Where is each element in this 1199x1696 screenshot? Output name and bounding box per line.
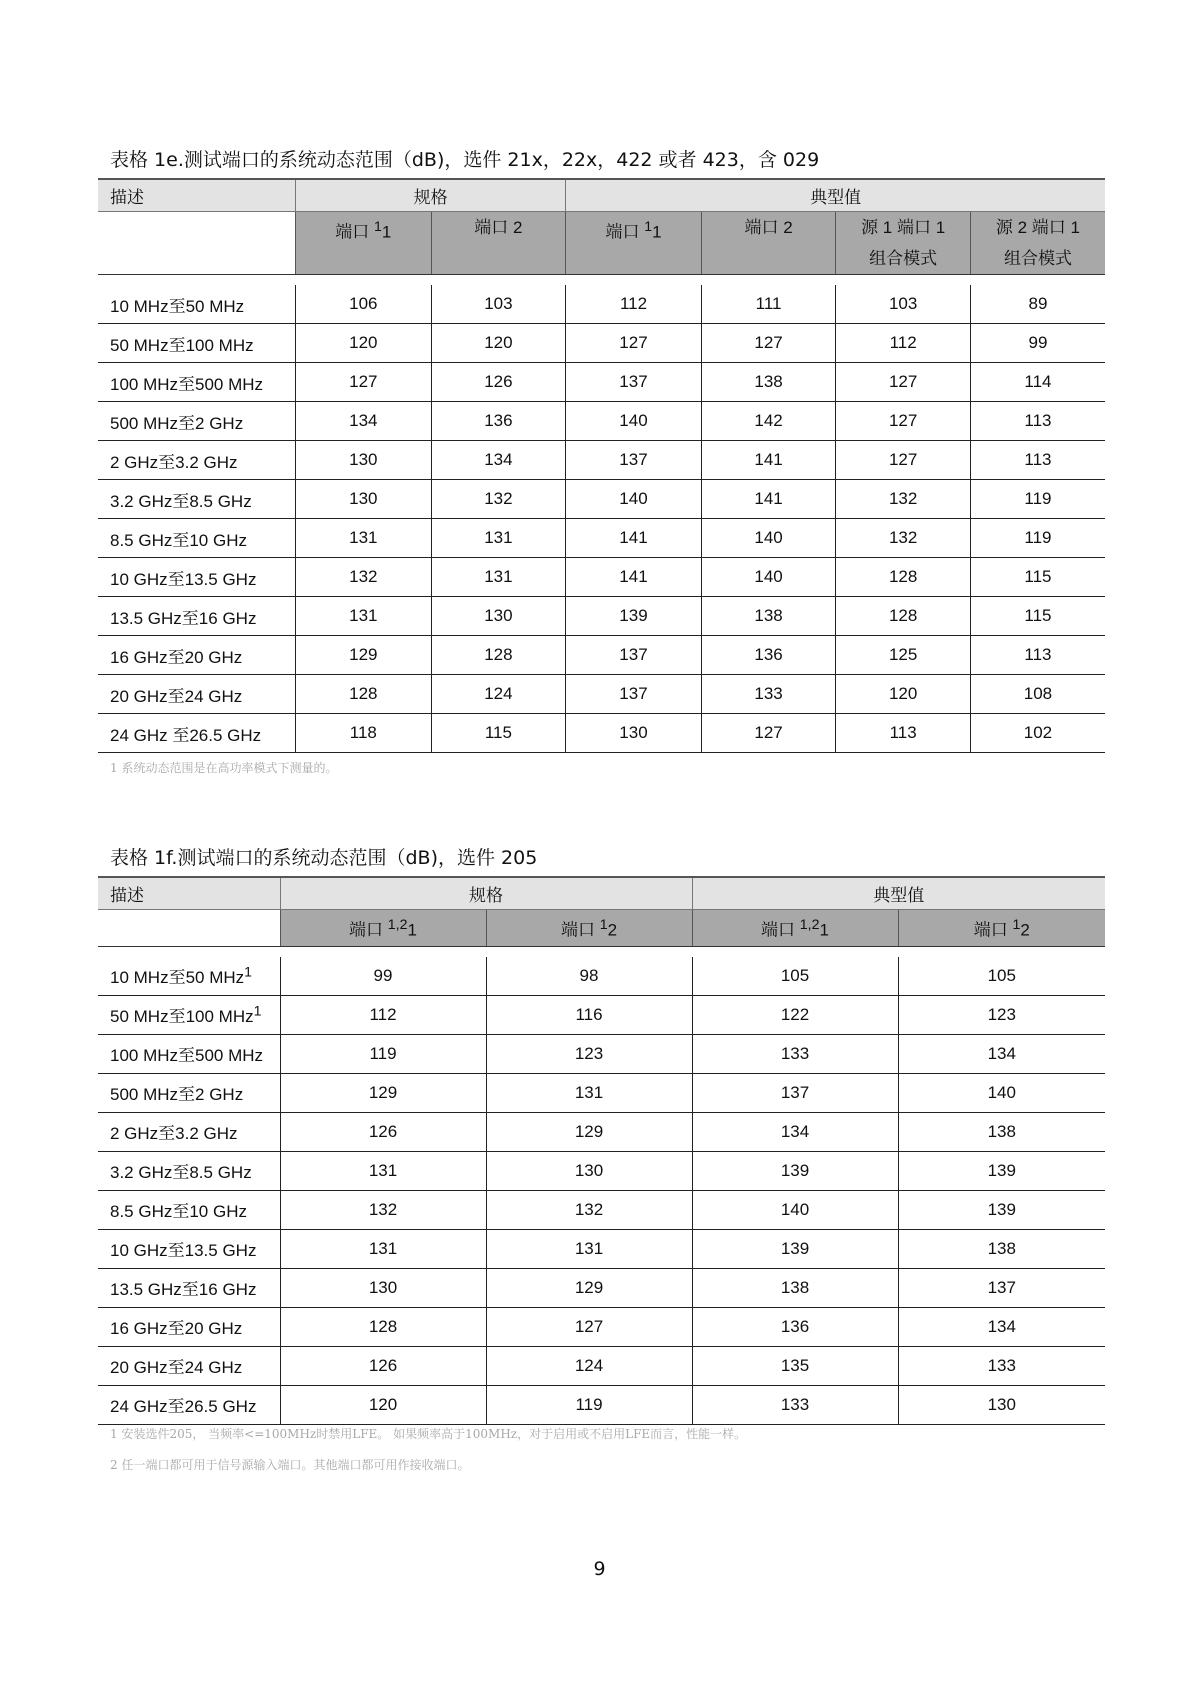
value-cell: 142	[701, 402, 836, 441]
value-cell: 140	[898, 1073, 1105, 1112]
value-cell: 137	[692, 1073, 898, 1112]
value-cell: 132	[836, 480, 971, 519]
value-cell: 105	[898, 957, 1105, 996]
frequency-range-cell: 3.2 GHz至8.5 GHz	[98, 480, 295, 519]
header-typical-port-2: 端口 $^1$2	[898, 910, 1105, 947]
value-cell: 103	[431, 285, 566, 324]
value-cell: 137	[566, 363, 702, 402]
frequency-range-cell: 50 MHz至100 MHz$^1$	[98, 995, 280, 1034]
table-row	[98, 636, 1105, 675]
value-cell: 136	[431, 402, 566, 441]
value-cell: 134	[898, 1034, 1105, 1073]
value-cell: 139	[898, 1151, 1105, 1190]
value-cell: 141	[701, 441, 836, 480]
header-typical: 典型值	[566, 179, 1105, 212]
table-1e-sub-header-row	[98, 212, 1105, 275]
table-row	[98, 519, 1105, 558]
value-cell: 141	[566, 558, 702, 597]
frequency-range-cell: 10 MHz至50 MHz$^1$	[98, 957, 280, 996]
value-cell: 131	[280, 1151, 486, 1190]
frequency-range-cell: 24 GHz 至26.5 GHz	[98, 714, 295, 753]
page-number: 9	[593, 1558, 606, 1580]
value-cell: 141	[701, 480, 836, 519]
header-blank	[98, 212, 295, 275]
value-cell: 128	[280, 1307, 486, 1346]
value-cell: 98	[486, 957, 692, 996]
value-cell: 133	[898, 1346, 1105, 1385]
value-cell: 140	[566, 480, 702, 519]
value-cell: 118	[295, 714, 431, 753]
value-cell: 140	[692, 1190, 898, 1229]
table-row	[98, 597, 1105, 636]
value-cell: 137	[566, 636, 702, 675]
value-cell: 139	[566, 597, 702, 636]
value-cell: 113	[836, 714, 971, 753]
value-cell: 132	[280, 1190, 486, 1229]
value-cell: 132	[486, 1190, 692, 1229]
value-cell: 111	[701, 285, 836, 324]
value-cell: 108	[970, 675, 1105, 714]
value-cell: 131	[295, 519, 431, 558]
frequency-range-cell: 100 MHz至500 MHz	[98, 363, 295, 402]
table-row	[98, 441, 1105, 480]
table-1f-sub-header-row	[98, 910, 1105, 947]
value-cell: 116	[486, 995, 692, 1034]
header-spec-port-2: 端口 $^1$2	[486, 910, 692, 947]
value-cell: 135	[692, 1346, 898, 1385]
table-1f	[98, 876, 1105, 1425]
frequency-range-cell: 13.5 GHz至16 GHz	[98, 1268, 280, 1307]
value-cell: 138	[898, 1112, 1105, 1151]
value-cell: 106	[295, 285, 431, 324]
table-row	[98, 714, 1105, 753]
frequency-range-cell: 16 GHz至20 GHz	[98, 1307, 280, 1346]
value-cell: 139	[692, 1151, 898, 1190]
table-1e-caption: 表格 1e.测试端口的系统动态范围（dB)，选件 21x，22x，422 或者 423，含 029	[110, 149, 820, 171]
value-cell: 123	[486, 1034, 692, 1073]
table-row	[98, 1112, 1105, 1151]
header-typical-port-2: 端口 2	[701, 212, 836, 275]
value-cell: 137	[566, 675, 702, 714]
frequency-range-cell: 500 MHz至2 GHz	[98, 402, 295, 441]
value-cell: 133	[692, 1385, 898, 1424]
value-cell: 127	[295, 363, 431, 402]
value-cell: 140	[701, 558, 836, 597]
value-cell: 122	[692, 995, 898, 1034]
value-cell: 129	[280, 1073, 486, 1112]
frequency-range-cell: 20 GHz至24 GHz	[98, 675, 295, 714]
value-cell: 127	[836, 441, 971, 480]
frequency-range-cell: 500 MHz至2 GHz	[98, 1073, 280, 1112]
value-cell: 127	[836, 363, 971, 402]
value-cell: 131	[295, 597, 431, 636]
value-cell: 120	[431, 324, 566, 363]
value-cell: 99	[280, 957, 486, 996]
table-row	[98, 1034, 1105, 1073]
value-cell: 132	[431, 480, 566, 519]
header-spec: 规格	[295, 179, 565, 212]
value-cell: 130	[566, 714, 702, 753]
value-cell: 133	[692, 1034, 898, 1073]
value-cell: 119	[280, 1034, 486, 1073]
value-cell: 134	[898, 1307, 1105, 1346]
value-cell: 126	[280, 1346, 486, 1385]
value-cell: 127	[701, 714, 836, 753]
header-spec-port-2: 端口 2	[431, 212, 566, 275]
value-cell: 128	[836, 597, 971, 636]
frequency-range-cell: 16 GHz至20 GHz	[98, 636, 295, 675]
value-cell: 126	[280, 1112, 486, 1151]
header-description: 描述	[98, 179, 295, 212]
table-1e	[98, 178, 1105, 753]
value-cell: 124	[486, 1346, 692, 1385]
header-typical-port-1: 端口 $^{1,2}$1	[692, 910, 898, 947]
value-cell: 134	[431, 441, 566, 480]
frequency-range-cell: 13.5 GHz至16 GHz	[98, 597, 295, 636]
value-cell: 130	[486, 1151, 692, 1190]
value-cell: 139	[692, 1229, 898, 1268]
value-cell: 119	[970, 480, 1105, 519]
frequency-range-cell: 10 GHz至13.5 GHz	[98, 558, 295, 597]
table-1f-group-header-row	[98, 877, 1105, 910]
value-cell: 128	[295, 675, 431, 714]
frequency-range-cell: 20 GHz至24 GHz	[98, 1346, 280, 1385]
value-cell: 125	[836, 636, 971, 675]
value-cell: 129	[486, 1112, 692, 1151]
value-cell: 127	[566, 324, 702, 363]
table-row	[98, 1385, 1105, 1424]
frequency-range-cell: 10 MHz至50 MHz	[98, 285, 295, 324]
frequency-range-cell: 24 GHz至26.5 GHz	[98, 1385, 280, 1424]
table-row	[98, 1151, 1105, 1190]
value-cell: 127	[836, 402, 971, 441]
header-spec: 规格	[280, 877, 692, 910]
value-cell: 130	[295, 441, 431, 480]
value-cell: 131	[431, 519, 566, 558]
value-cell: 127	[486, 1307, 692, 1346]
table-1f-caption: 表格 1f.测试端口的系统动态范围（dB)，选件 205	[110, 847, 538, 869]
value-cell: 130	[431, 597, 566, 636]
frequency-range-cell: 2 GHz至3.2 GHz	[98, 1112, 280, 1151]
value-cell: 132	[836, 519, 971, 558]
frequency-range-cell: 50 MHz至100 MHz	[98, 324, 295, 363]
value-cell: 131	[486, 1073, 692, 1112]
table-1e-footnote: 1 系统动态范围是在高功率模式下测量的。	[110, 761, 338, 775]
value-cell: 132	[295, 558, 431, 597]
value-cell: 131	[280, 1229, 486, 1268]
value-cell: 128	[836, 558, 971, 597]
value-cell: 127	[701, 324, 836, 363]
value-cell: 89	[970, 285, 1105, 324]
value-cell: 138	[701, 363, 836, 402]
value-cell: 137	[566, 441, 702, 480]
header-source-2-port-1-combined: 源 2 端口 1 组合模式	[970, 212, 1105, 275]
value-cell: 129	[486, 1268, 692, 1307]
table-row	[98, 995, 1105, 1034]
table-row	[98, 1268, 1105, 1307]
table-1e-group-header-row	[98, 179, 1105, 212]
value-cell: 138	[692, 1268, 898, 1307]
value-cell: 124	[431, 675, 566, 714]
value-cell: 123	[898, 995, 1105, 1034]
frequency-range-cell: 8.5 GHz至10 GHz	[98, 1190, 280, 1229]
table-row	[98, 1229, 1105, 1268]
table-row	[98, 1073, 1105, 1112]
value-cell: 105	[692, 957, 898, 996]
value-cell: 115	[970, 597, 1105, 636]
value-cell: 126	[431, 363, 566, 402]
value-cell: 134	[692, 1112, 898, 1151]
frequency-range-cell: 10 GHz至13.5 GHz	[98, 1229, 280, 1268]
value-cell: 131	[486, 1229, 692, 1268]
table-row	[98, 363, 1105, 402]
table-row	[98, 402, 1105, 441]
table-1f-footnote-1: 1 安装选件205， 当频率<=100MHz时禁用LFE。 如果频率高于100MHz，对于启用或不启用LFE而言，性能一样。	[110, 1427, 747, 1441]
table-row	[98, 558, 1105, 597]
table-row	[98, 480, 1105, 519]
value-cell: 138	[898, 1229, 1105, 1268]
value-cell: 113	[970, 402, 1105, 441]
value-cell: 120	[280, 1385, 486, 1424]
value-cell: 112	[280, 995, 486, 1034]
value-cell: 120	[836, 675, 971, 714]
table-row	[98, 675, 1105, 714]
value-cell: 141	[566, 519, 702, 558]
value-cell: 129	[295, 636, 431, 675]
value-cell: 102	[970, 714, 1105, 753]
value-cell: 140	[566, 402, 702, 441]
value-cell: 119	[970, 519, 1105, 558]
value-cell: 114	[970, 363, 1105, 402]
value-cell: 136	[701, 636, 836, 675]
table-row	[98, 285, 1105, 324]
header-spec-port-1: 端口 $^{1,2}$1	[280, 910, 486, 947]
frequency-range-cell: 100 MHz至500 MHz	[98, 1034, 280, 1073]
value-cell: 139	[898, 1190, 1105, 1229]
value-cell: 115	[970, 558, 1105, 597]
table-row	[98, 1190, 1105, 1229]
value-cell: 113	[970, 441, 1105, 480]
table-row	[98, 1307, 1105, 1346]
value-cell: 120	[295, 324, 431, 363]
value-cell: 131	[431, 558, 566, 597]
value-cell: 103	[836, 285, 971, 324]
value-cell: 112	[836, 324, 971, 363]
table-row	[98, 957, 1105, 996]
value-cell: 130	[898, 1385, 1105, 1424]
value-cell: 130	[295, 480, 431, 519]
table-row	[98, 324, 1105, 363]
table-1f-footnote-2: 2 任一端口都可用于信号源输入端口。其他端口都可用作接收端口。	[110, 1458, 470, 1472]
value-cell: 130	[280, 1268, 486, 1307]
value-cell: 128	[431, 636, 566, 675]
value-cell: 115	[431, 714, 566, 753]
table-row	[98, 1346, 1105, 1385]
value-cell: 137	[898, 1268, 1105, 1307]
value-cell: 113	[970, 636, 1105, 675]
value-cell: 134	[295, 402, 431, 441]
frequency-range-cell: 3.2 GHz至8.5 GHz	[98, 1151, 280, 1190]
header-blank	[98, 910, 280, 947]
frequency-range-cell: 8.5 GHz至10 GHz	[98, 519, 295, 558]
value-cell: 119	[486, 1385, 692, 1424]
value-cell: 138	[701, 597, 836, 636]
header-spec-port-1: 端口 $^1$1	[295, 212, 431, 275]
header-typical-port-1: 端口 $^1$1	[566, 212, 702, 275]
header-source-1-port-1-combined: 源 1 端口 1 组合模式	[836, 212, 971, 275]
frequency-range-cell: 2 GHz至3.2 GHz	[98, 441, 295, 480]
value-cell: 99	[970, 324, 1105, 363]
value-cell: 112	[566, 285, 702, 324]
value-cell: 133	[701, 675, 836, 714]
value-cell: 140	[701, 519, 836, 558]
value-cell: 136	[692, 1307, 898, 1346]
header-description: 描述	[98, 877, 280, 910]
header-typical: 典型值	[692, 877, 1105, 910]
